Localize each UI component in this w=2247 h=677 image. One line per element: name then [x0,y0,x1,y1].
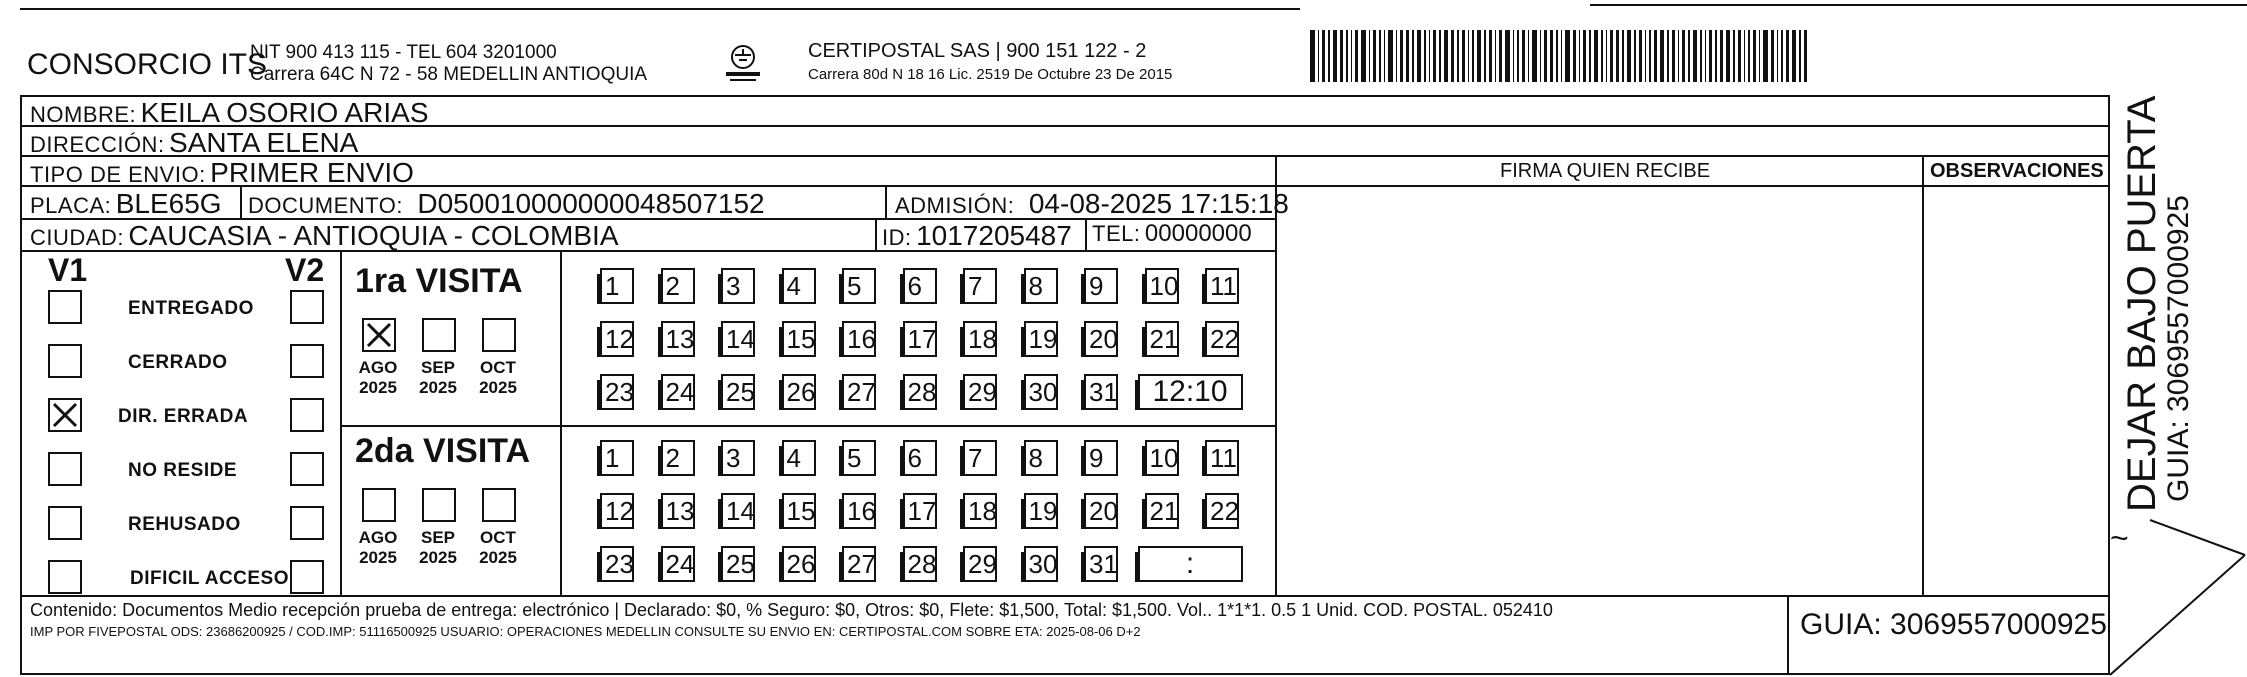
status-option-label: NO RESIDE [128,460,238,481]
ciudad-divider [875,218,877,250]
nombre-row [30,97,429,129]
day-box[interactable]: 30 [1024,546,1058,582]
nombre-label: NOMBRE: [30,102,137,127]
time-box[interactable]: 12:10 [1138,374,1243,410]
status-option-label: DIR. ERRADA [118,406,249,427]
day-box[interactable]: 25 [721,374,755,410]
day-box[interactable]: 16 [842,493,876,529]
month-year: 2025 [479,378,517,397]
status-option-label: DIFICIL ACCESO [130,568,290,589]
month-checkbox[interactable] [422,488,456,522]
admision-value: 04-08-2025 17:15:18 [1028,188,1289,219]
footer-guia-divider [1787,595,1789,675]
certipostal-info-2: Carrera 80d N 18 16 Lic. 2519 De Octubre 23 De 2015 [808,66,1173,83]
day-box[interactable]: 22 [1205,321,1239,357]
v1-checkbox[interactable] [48,398,82,432]
month-checkbox[interactable] [482,488,516,522]
month-label [348,528,408,568]
day-box[interactable]: 3 [721,268,755,304]
observaciones-divider [1922,155,1924,595]
placa-divider [240,185,242,218]
day-box[interactable]: 31 [1084,546,1118,582]
day-box[interactable]: 24 [661,374,695,410]
month-label [408,528,468,568]
v1-label: V1 [48,252,88,288]
day-box[interactable]: 11 [1205,268,1239,304]
day-box[interactable]: 22 [1205,493,1239,529]
v2-checkbox[interactable] [290,290,324,324]
firma-label: FIRMA QUIEN RECIBE [1500,160,1711,182]
day-box[interactable]: 3 [721,440,755,476]
ciudad-row [30,220,619,252]
day-box[interactable]: 7 [963,440,997,476]
day-box[interactable]: 21 [1145,321,1179,357]
month-label [348,358,408,398]
month-year: 2025 [479,548,517,567]
day-box[interactable]: 27 [842,546,876,582]
check-x-icon [50,400,80,430]
visit-divider [340,425,1275,427]
v2-checkbox[interactable] [290,506,324,540]
top-edge-line-right [1590,4,2247,6]
month-checkbox[interactable] [482,318,516,352]
day-box[interactable]: 28 [903,374,937,410]
v1-checkbox[interactable] [48,560,82,594]
day-box[interactable]: 30 [1024,374,1058,410]
id-divider [1085,218,1087,250]
day-box[interactable]: 20 [1084,493,1118,529]
day-box[interactable]: 26 [782,374,816,410]
day-box[interactable]: 29 [963,546,997,582]
day-box[interactable]: 8 [1024,440,1058,476]
day-box[interactable]: 1 [600,268,634,304]
v1-checkbox[interactable] [48,290,82,324]
day-box[interactable]: 2 [661,268,695,304]
tel-row [1092,220,1252,248]
day-box[interactable]: 6 [903,440,937,476]
month-name: AGO [358,358,398,377]
month-label [468,358,528,398]
contenido-text: Contenido: Documentos Medio recepción prueba de entrega: electrónico | Declarado: $0, % Seguro: $0, Otros: $0, Flete: $1,500, Total: $1,500. Vol.. 1*1*1. 0.5 1 Unid. COD. POSTAL. 052410 [30,600,1553,620]
direccion-row [30,127,358,159]
day-box[interactable]: 5 [842,268,876,304]
month-label [468,528,528,568]
day-box[interactable]: 2 [661,440,695,476]
day-box[interactable]: 13 [661,493,695,529]
imp-text: IMP POR FIVEPOSTAL ODS: 23686200925 / COD.IMP: 51116500925 USUARIO: OPERACIONES MEDELLIN CONSULTE SU ENVIO EN: CERTIPOSTAL.COM SOBRE ETA: 2025-08-06 D+2 [30,624,1141,639]
placa-value: BLE65G [115,188,222,219]
placa-row [30,188,222,220]
direccion-label: DIRECCIÓN: [30,132,165,157]
certipostal-logo [720,40,766,86]
day-box[interactable]: 23 [600,546,634,582]
day-box[interactable]: 12 [600,493,634,529]
day-box[interactable]: 7 [963,268,997,304]
side-dejar-bajo-puerta: DEJAR BAJO PUERTA [2120,95,2164,512]
fold-corner-lines [2110,470,2247,677]
day-box[interactable]: 17 [903,493,937,529]
observaciones-label: OBSERVACIONES [1930,160,2104,182]
v1-checkbox[interactable] [48,506,82,540]
row-line-footer [20,595,2110,597]
day-box[interactable]: 28 [903,546,937,582]
v2-label: V2 [285,252,325,288]
month-name: AGO [358,528,398,547]
month-year: 2025 [359,548,397,567]
day-box[interactable]: 31 [1084,374,1118,410]
admision-row [895,188,1289,220]
id-value: 1017205487 [916,220,1072,251]
day-box[interactable]: 17 [903,321,937,357]
month-checkbox[interactable] [422,318,456,352]
day-box[interactable]: 18 [963,493,997,529]
day-box[interactable]: 5 [842,440,876,476]
day-box[interactable]: 20 [1084,321,1118,357]
barcode [1310,30,1945,82]
day-box[interactable]: 21 [1145,493,1179,529]
documento-value: D050010000000048507152 [417,188,765,219]
month-year: 2025 [359,378,397,397]
documento-row [248,188,765,220]
month-year: 2025 [419,378,457,397]
v1-checkbox[interactable] [48,452,82,486]
day-box[interactable]: 10 [1145,268,1179,304]
day-box[interactable]: 9 [1084,440,1118,476]
admision-label: ADMISIÓN: [895,193,1015,218]
footer-guia: GUIA: 3069557000925 [1800,608,2107,641]
day-box[interactable]: 6 [903,268,937,304]
id-label: ID: [882,225,912,250]
ciudad-label: CIUDAD: [30,225,124,250]
day-box[interactable]: 25 [721,546,755,582]
tipo-label: TIPO DE ENVIO: [30,162,206,187]
firma-header-line [1275,185,2110,187]
month-year: 2025 [419,548,457,567]
v2-checkbox[interactable] [290,560,324,594]
day-box[interactable]: 26 [782,546,816,582]
day-box[interactable]: 19 [1024,321,1058,357]
visit2-title: 2da VISITA [355,432,531,470]
day-box[interactable]: 12 [600,321,634,357]
direccion-value: SANTA ELENA [169,127,359,158]
tipo-row [30,157,414,189]
day-box[interactable]: 15 [782,493,816,529]
ciudad-value: CAUCASIA - ANTIOQUIA - COLOMBIA [128,220,619,251]
v2-checkbox[interactable] [290,344,324,378]
day-box[interactable]: 16 [842,321,876,357]
day-box[interactable]: 8 [1024,268,1058,304]
status-divider [340,250,342,595]
check-x-icon [364,320,394,350]
status-option-label: ENTREGADO [128,298,254,319]
months-divider [560,250,562,595]
documento-divider [885,185,887,218]
month-checkbox[interactable] [362,488,396,522]
company-name: CONSORCIO ITS [27,48,268,81]
status-option-label: REHUSADO [128,514,241,535]
month-name: OCT [480,358,516,377]
status-option-label: CERRADO [128,352,228,373]
day-box[interactable]: 19 [1024,493,1058,529]
day-box[interactable]: 10 [1145,440,1179,476]
day-box[interactable]: 24 [661,546,695,582]
tipo-value: PRIMER ENVIO [210,157,414,188]
firma-divider [1275,155,1277,595]
day-box[interactable]: 11 [1205,440,1239,476]
v2-checkbox[interactable] [290,398,324,432]
month-label [408,358,468,398]
day-box[interactable]: 1 [600,440,634,476]
day-box[interactable]: 4 [782,440,816,476]
month-name: SEP [420,358,456,377]
company-address: Carrera 64C N 72 - 58 MEDELLIN ANTIOQUIA [250,64,648,85]
day-box[interactable]: 29 [963,374,997,410]
month-name: OCT [480,528,516,547]
company-nit: NIT 900 413 115 - TEL 604 3201000 [250,42,557,63]
v1-checkbox[interactable] [48,344,82,378]
top-edge-line [20,8,1300,10]
side-guia: GUIA: 3069557000925 [2162,195,2195,502]
day-box[interactable]: 15 [782,321,816,357]
day-box[interactable]: 14 [721,321,755,357]
day-box[interactable]: 9 [1084,268,1118,304]
month-name: SEP [420,528,456,547]
month-checkbox[interactable] [362,318,396,352]
tel-value: 00000000 [1144,220,1252,247]
side-tilde-mark: ~ [2110,520,2129,556]
placa-label: PLACA: [30,193,112,218]
id-row [882,220,1072,252]
day-box[interactable]: 27 [842,374,876,410]
nombre-value: KEILA OSORIO ARIAS [140,97,429,128]
tel-label: TEL: [1092,221,1141,246]
documento-label: DOCUMENTO: [248,193,403,218]
day-box[interactable]: 4 [782,268,816,304]
visit1-title: 1ra VISITA [355,262,523,300]
certipostal-info-1: CERTIPOSTAL SAS | 900 151 122 - 2 [808,40,1147,62]
v2-checkbox[interactable] [290,452,324,486]
day-box[interactable]: 23 [600,374,634,410]
day-box[interactable]: 18 [963,321,997,357]
day-box[interactable]: 14 [721,493,755,529]
day-box[interactable]: 13 [661,321,695,357]
time-box[interactable]: : [1138,546,1243,582]
